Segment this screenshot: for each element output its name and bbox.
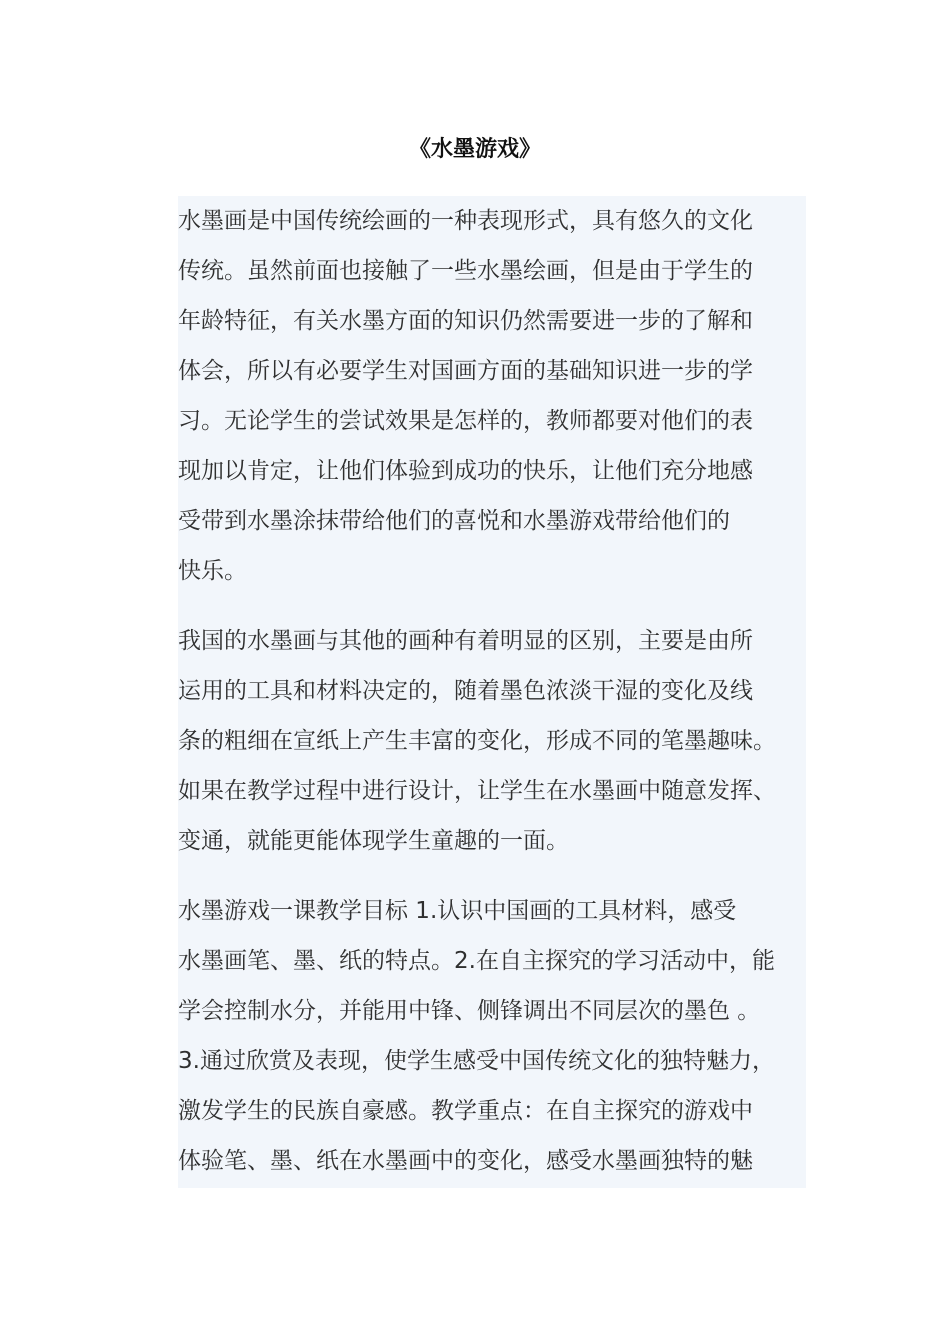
text-line: 运用的工具和材料决定的，随着墨色浓淡干湿的变化及线 xyxy=(178,678,753,704)
text-line: 条的粗细在宣纸上产生丰富的变化，形成不同的笔墨趣味。 xyxy=(178,728,776,754)
paragraph-objectives xyxy=(178,886,806,1186)
text-line: 变通，就能更能体现学生童趣的一面。 xyxy=(178,828,569,854)
text-line: 如果在教学过程中进行设计，让学生在水墨画中随意发挥、 xyxy=(178,778,776,804)
text-line: 水墨画笔、墨、纸的特点。2.在自主探究的学习活动中，能 xyxy=(178,948,775,974)
paragraph-intro xyxy=(178,196,806,596)
text-line: 我国的水墨画与其他的画种有着明显的区别，主要是由所 xyxy=(178,628,753,654)
text-line: 受带到水墨涂抹带给他们的喜悦和水墨游戏带给他们的 xyxy=(178,508,730,534)
text-line: 现加以肯定，让他们体验到成功的快乐，让他们充分地感 xyxy=(178,458,753,484)
text-line: 传统。虽然前面也接触了一些水墨绘画，但是由于学生的 xyxy=(178,258,753,284)
text-line: 学会控制水分，并能用中锋、侧锋调出不同层次的墨色 。 xyxy=(178,998,761,1024)
text-line: 习。无论学生的尝试效果是怎样的，教师都要对他们的表 xyxy=(178,408,753,434)
document-body xyxy=(178,196,806,1188)
text-line: 水墨游戏一课教学目标 1.认识中国画的工具材料，感受 xyxy=(178,898,737,924)
paragraph-distinction xyxy=(178,616,806,866)
text-line: 3.通过欣赏及表现，使学生感受中国传统文化的独特魅力， xyxy=(178,1048,775,1074)
text-line: 水墨画是中国传统绘画的一种表现形式，具有悠久的文化 xyxy=(178,208,753,234)
text-line: 体会，所以有必要学生对国画方面的基础知识进一步的学 xyxy=(178,358,753,384)
text-line: 年龄特征，有关水墨方面的知识仍然需要进一步的了解和 xyxy=(178,308,753,334)
text-line: 激发学生的民族自豪感。教学重点：在自主探究的游戏中 xyxy=(178,1098,753,1124)
text-line: 快乐。 xyxy=(178,558,247,584)
page-title: 《水墨游戏》 xyxy=(408,136,541,162)
text-line: 体验笔、墨、纸在水墨画中的变化，感受水墨画独特的魅 xyxy=(178,1148,753,1174)
